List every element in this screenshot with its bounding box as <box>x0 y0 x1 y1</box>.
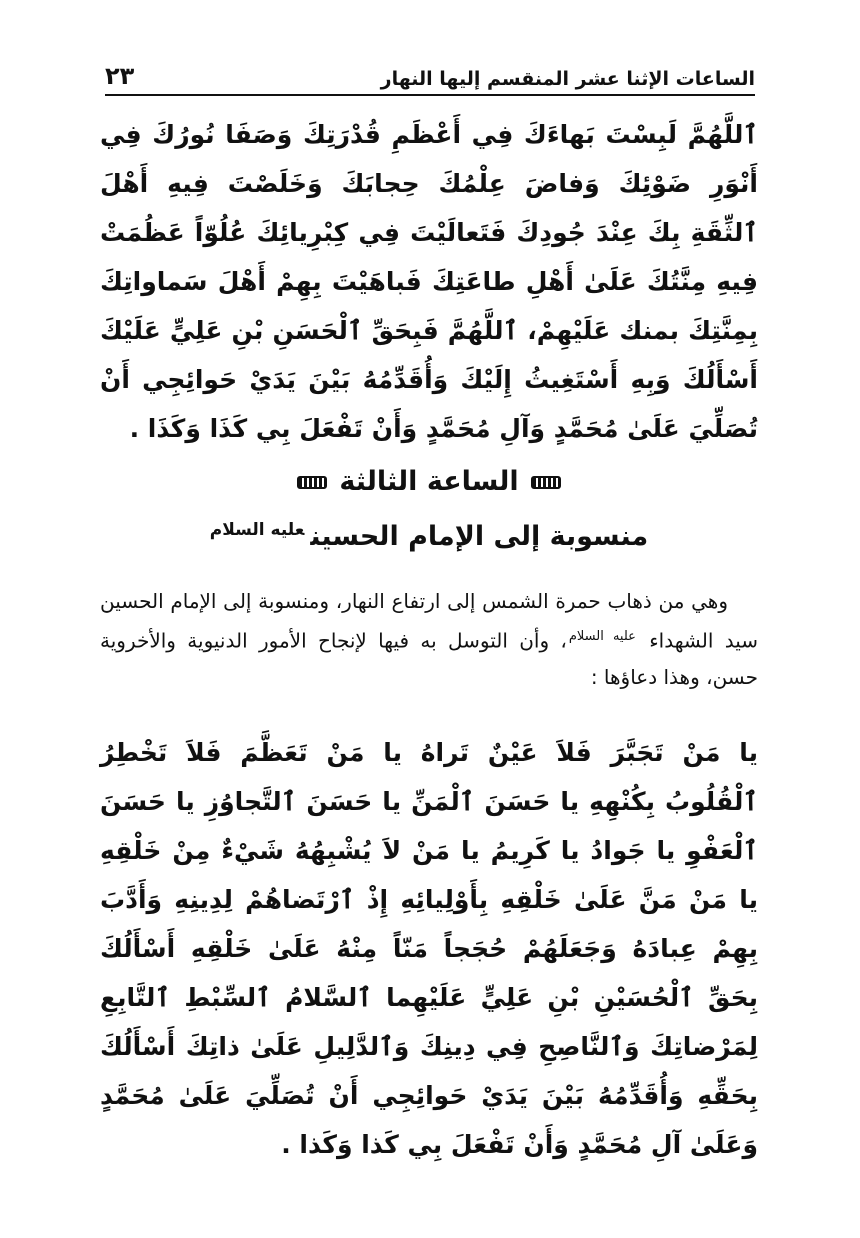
ornament-icon <box>297 476 327 489</box>
intro-paragraph <box>100 583 758 695</box>
section-title-text: الساعة الثالثة <box>339 466 519 497</box>
ornament-icon <box>531 476 561 489</box>
inline-honorific-glyph: عليه السلام <box>568 629 636 644</box>
running-title: الساعات الإثنا عشر المنقسم إليها النهار <box>380 68 755 90</box>
page-number: ٢٣ <box>105 62 135 90</box>
page-header <box>105 50 755 90</box>
section-title <box>100 462 758 502</box>
header-rule <box>105 94 755 96</box>
intro-text-part1: وهي من ذهاب حمرة الشمس إلى ارتفاع النهار، ومنسوبة إلى الإمام الحسين سيد الشهداء <box>100 589 759 653</box>
intro-text-part2: ، وأن التوسل به فيها لإنجاح الأمور الدنيوية والأخروية حسن، وهذا دعاؤها : <box>100 628 758 689</box>
honorific-glyph: عليه السلام <box>209 520 305 540</box>
supplication-paragraph-2: يا مَنْ تَجَبَّرَ فَلاَ عَيْنٌ تَراهُ يا مَنْ تَعَظَّمَ فَلاَ تَخْطِرُ ٱلْقُلُوبُ بِكُنْهِهِ يا حَسَنَ ٱلْمَنِّ يا حَسَنَ ٱلتَّجاوُزِ يا حَسَنَ ٱلْعَفْوِ يا جَوادُ يا كَرِيمُ يا مَنْ لاَ يُشْبِهُهُ شَيْءٌ مِنْ خَلْقِهِ يا مَنْ مَنَّ عَلَىٰ خَلْقِهِ بِأَوْلِيائِهِ إِذْ ٱرْتَضاهُمْ لِدِينِهِ وَأَدَّبَ بِهِمْ عِبادَهُ وَجَعَلَهُمْ حُجَجاً مَنّاً مِنْهُ عَلَىٰ خَلْقِهِ أَسْأَلُكَ بِحَقِّ ٱلْحُسَيْنِ بْنِ عَلِيٍّ عَلَيْهِما ٱلسَّلامُ ٱلسِّبْطِ ٱلتَّابِعِ لِمَرْضاتِكَ وَٱلنَّاصِحِ فِي دِينِكَ وَٱلدَّلِيلِ عَلَىٰ ذاتِكَ أَسْأَلُكَ بِحَقِّهِ وَأُقَدِّمُهُ بَيْنَ يَدَيْ حَوائِجِي أَنْ تُصَلِّيَ عَلَىٰ مُحَمَّدٍ وَعَلَىٰ آلِ مُحَمَّدٍ وَأَنْ تَفْعَلَ بِي كَذا وَكَذا . <box>100 738 758 1159</box>
section-subtitle-text: منسوبة إلى الإمام الحسين <box>310 521 649 552</box>
section-subtitle <box>100 508 758 559</box>
supplication-paragraph-1: ٱللَّهُمَّ لَبِسْتَ بَهاءَكَ فِي أَعْظَمِ قُدْرَتِكَ وَصَفَا نُورُكَ فِي أَنْوَرِ ضَوْئِكَ وَفاضَ عِلْمُكَ حِجابَكَ وَخَلَصْتَ فِيهِ أَهْلَ ٱلثِّقَةِ بِكَ عِنْدَ جُودِكَ فَتَعالَيْتَ فِي كِبْرِيائِكَ عُلُوّاً عَظُمَتْ فِيهِ مِنَّتُكَ عَلَىٰ أَهْلِ طاعَتِكَ فَباهَيْتَ بِهِمْ أَهْلَ سَماواتِكَ بِمِنَّتِكَ بمنك عَلَيْهِمْ، ٱللَّهُمَّ فَبِحَقِّ ٱلْحَسَنِ بْنِ عَلِيٍّ عَلَيْكَ أَسْأَلُكَ وَبِهِ أَسْتَغِيثُ إِلَيْكَ وَأُقَدِّمُهُ بَيْنَ يَدَيْ حَوائِجِي أَنْ تُصَلِّيَ عَلَىٰ مُحَمَّدٍ وَآلِ مُحَمَّدٍ وَأَنْ تَفْعَلَ بِي كَذَا وَكَذَا . <box>100 120 758 443</box>
